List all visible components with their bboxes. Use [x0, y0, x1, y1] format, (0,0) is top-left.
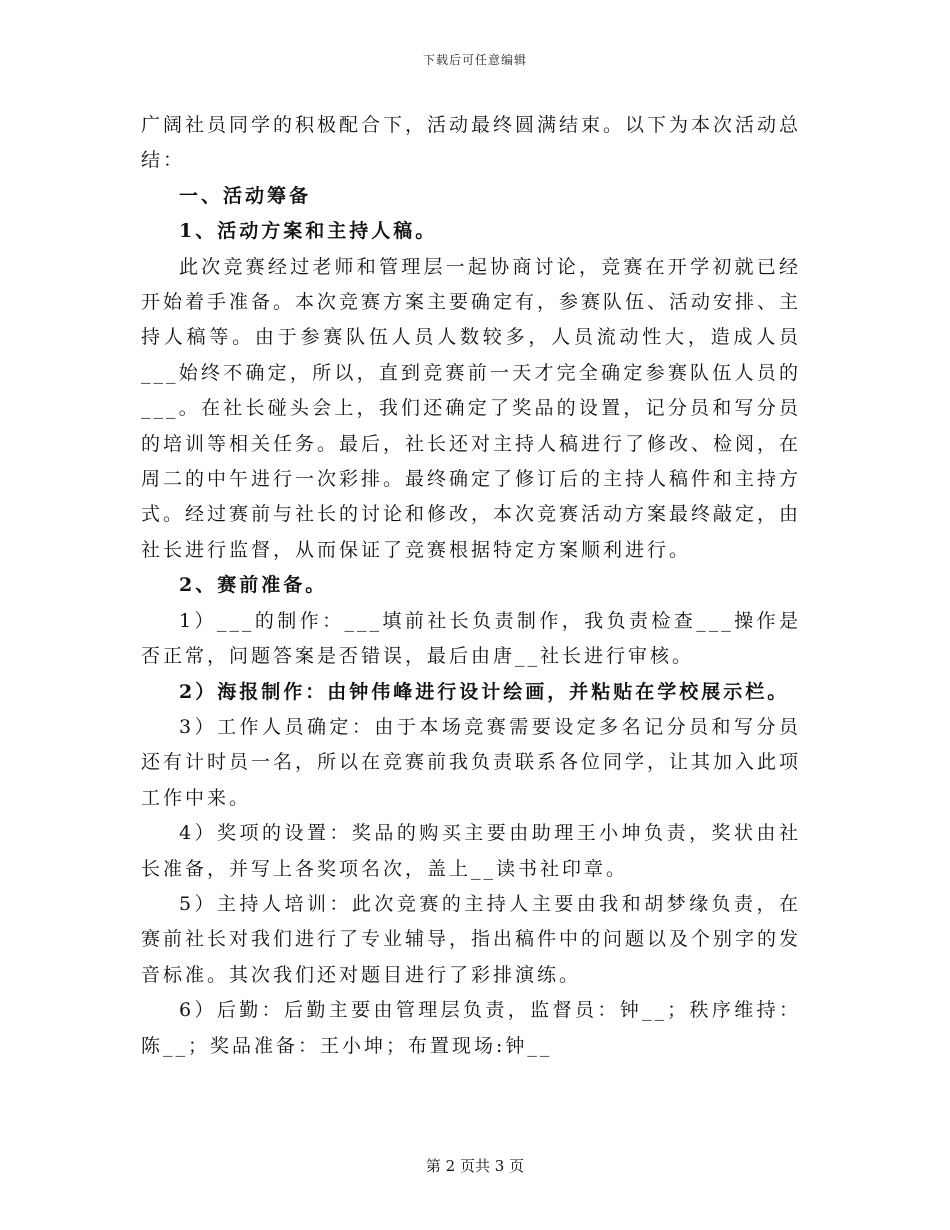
list-item-host-training: 5）主持人培训：此次竞赛的主持人主要由我和胡梦缘负责，在赛前社长对我们进行了专业辅导，指出稿件中的问题以及个别字的发音标准。其次我们还对题目进行了彩排演练。 [141, 892, 802, 986]
document-body [141, 108, 801, 1064]
section-heading-preparation: 一、活动筹备 [179, 184, 312, 207]
list-item-production: 1）___的制作：___填前社长负责制作，我负责检查___操作是否正常，问题答案是否错误，最后由唐__社长进行审核。 [141, 609, 801, 668]
list-item-awards: 4）奖项的设置：奖品的购买主要由助理王小坤负责，奖状由社长准备，并写上各奖项名次，盖上__读书社印章。 [141, 822, 801, 880]
page-number: 第 2 页共 3 页 [425, 1157, 525, 1175]
subheading-plan-and-script: 1、活动方案和主持人稿。 [179, 220, 438, 243]
list-item-poster: 2）海报制作：由钟伟峰进行设计绘画，并粘贴在学校展示栏。 [179, 680, 790, 703]
paragraph-summary-intro: 广阔社员同学的积极配合下，活动最终圆满结束。以下为本次活动总结： [141, 114, 802, 172]
list-item-staff: 3）工作人员确定：由于本场竞赛需要设定多名记分员和写分员还有计时员一名，所以在竞赛前我负责联系各位同学，让其加入此项工作中来。 [141, 715, 802, 809]
subheading-pre-contest: 2、赛前准备。 [179, 574, 328, 597]
list-item-logistics: 6）后勤：后勤主要由管理层负责，监督员：钟__；秩序维持：陈__；奖品准备：王小坤；布置现场:钟__ [141, 999, 801, 1057]
paragraph-plan-details: 此次竞赛经过老师和管理层一起协商讨论，竞赛在开学初就已经开始着手准备。本次竞赛方案主要确定有，参赛队伍、活动安排、主持人稿等。由于参赛队伍人员人数较多，人员流动性大，造成人员___始终不确定，所以，直到竞赛前一天才完全确定参赛队伍人员的___。在社长碰头会上，我们还确定了奖品的设置，记分员和写分员的培训等相关任务。最后，社长还对主持人稿进行了修改、检阅，在周二的中午进行一次彩排。最终确定了修订后的主持人稿件和主持方式。经过赛前与社长的讨论和修改，本次竞赛活动方案最终敲定，由社长进行监督，从而保证了竞赛根据特定方案顺利进行。 [141, 255, 802, 561]
page-header: 下载后可任意编辑 [422, 53, 527, 67]
